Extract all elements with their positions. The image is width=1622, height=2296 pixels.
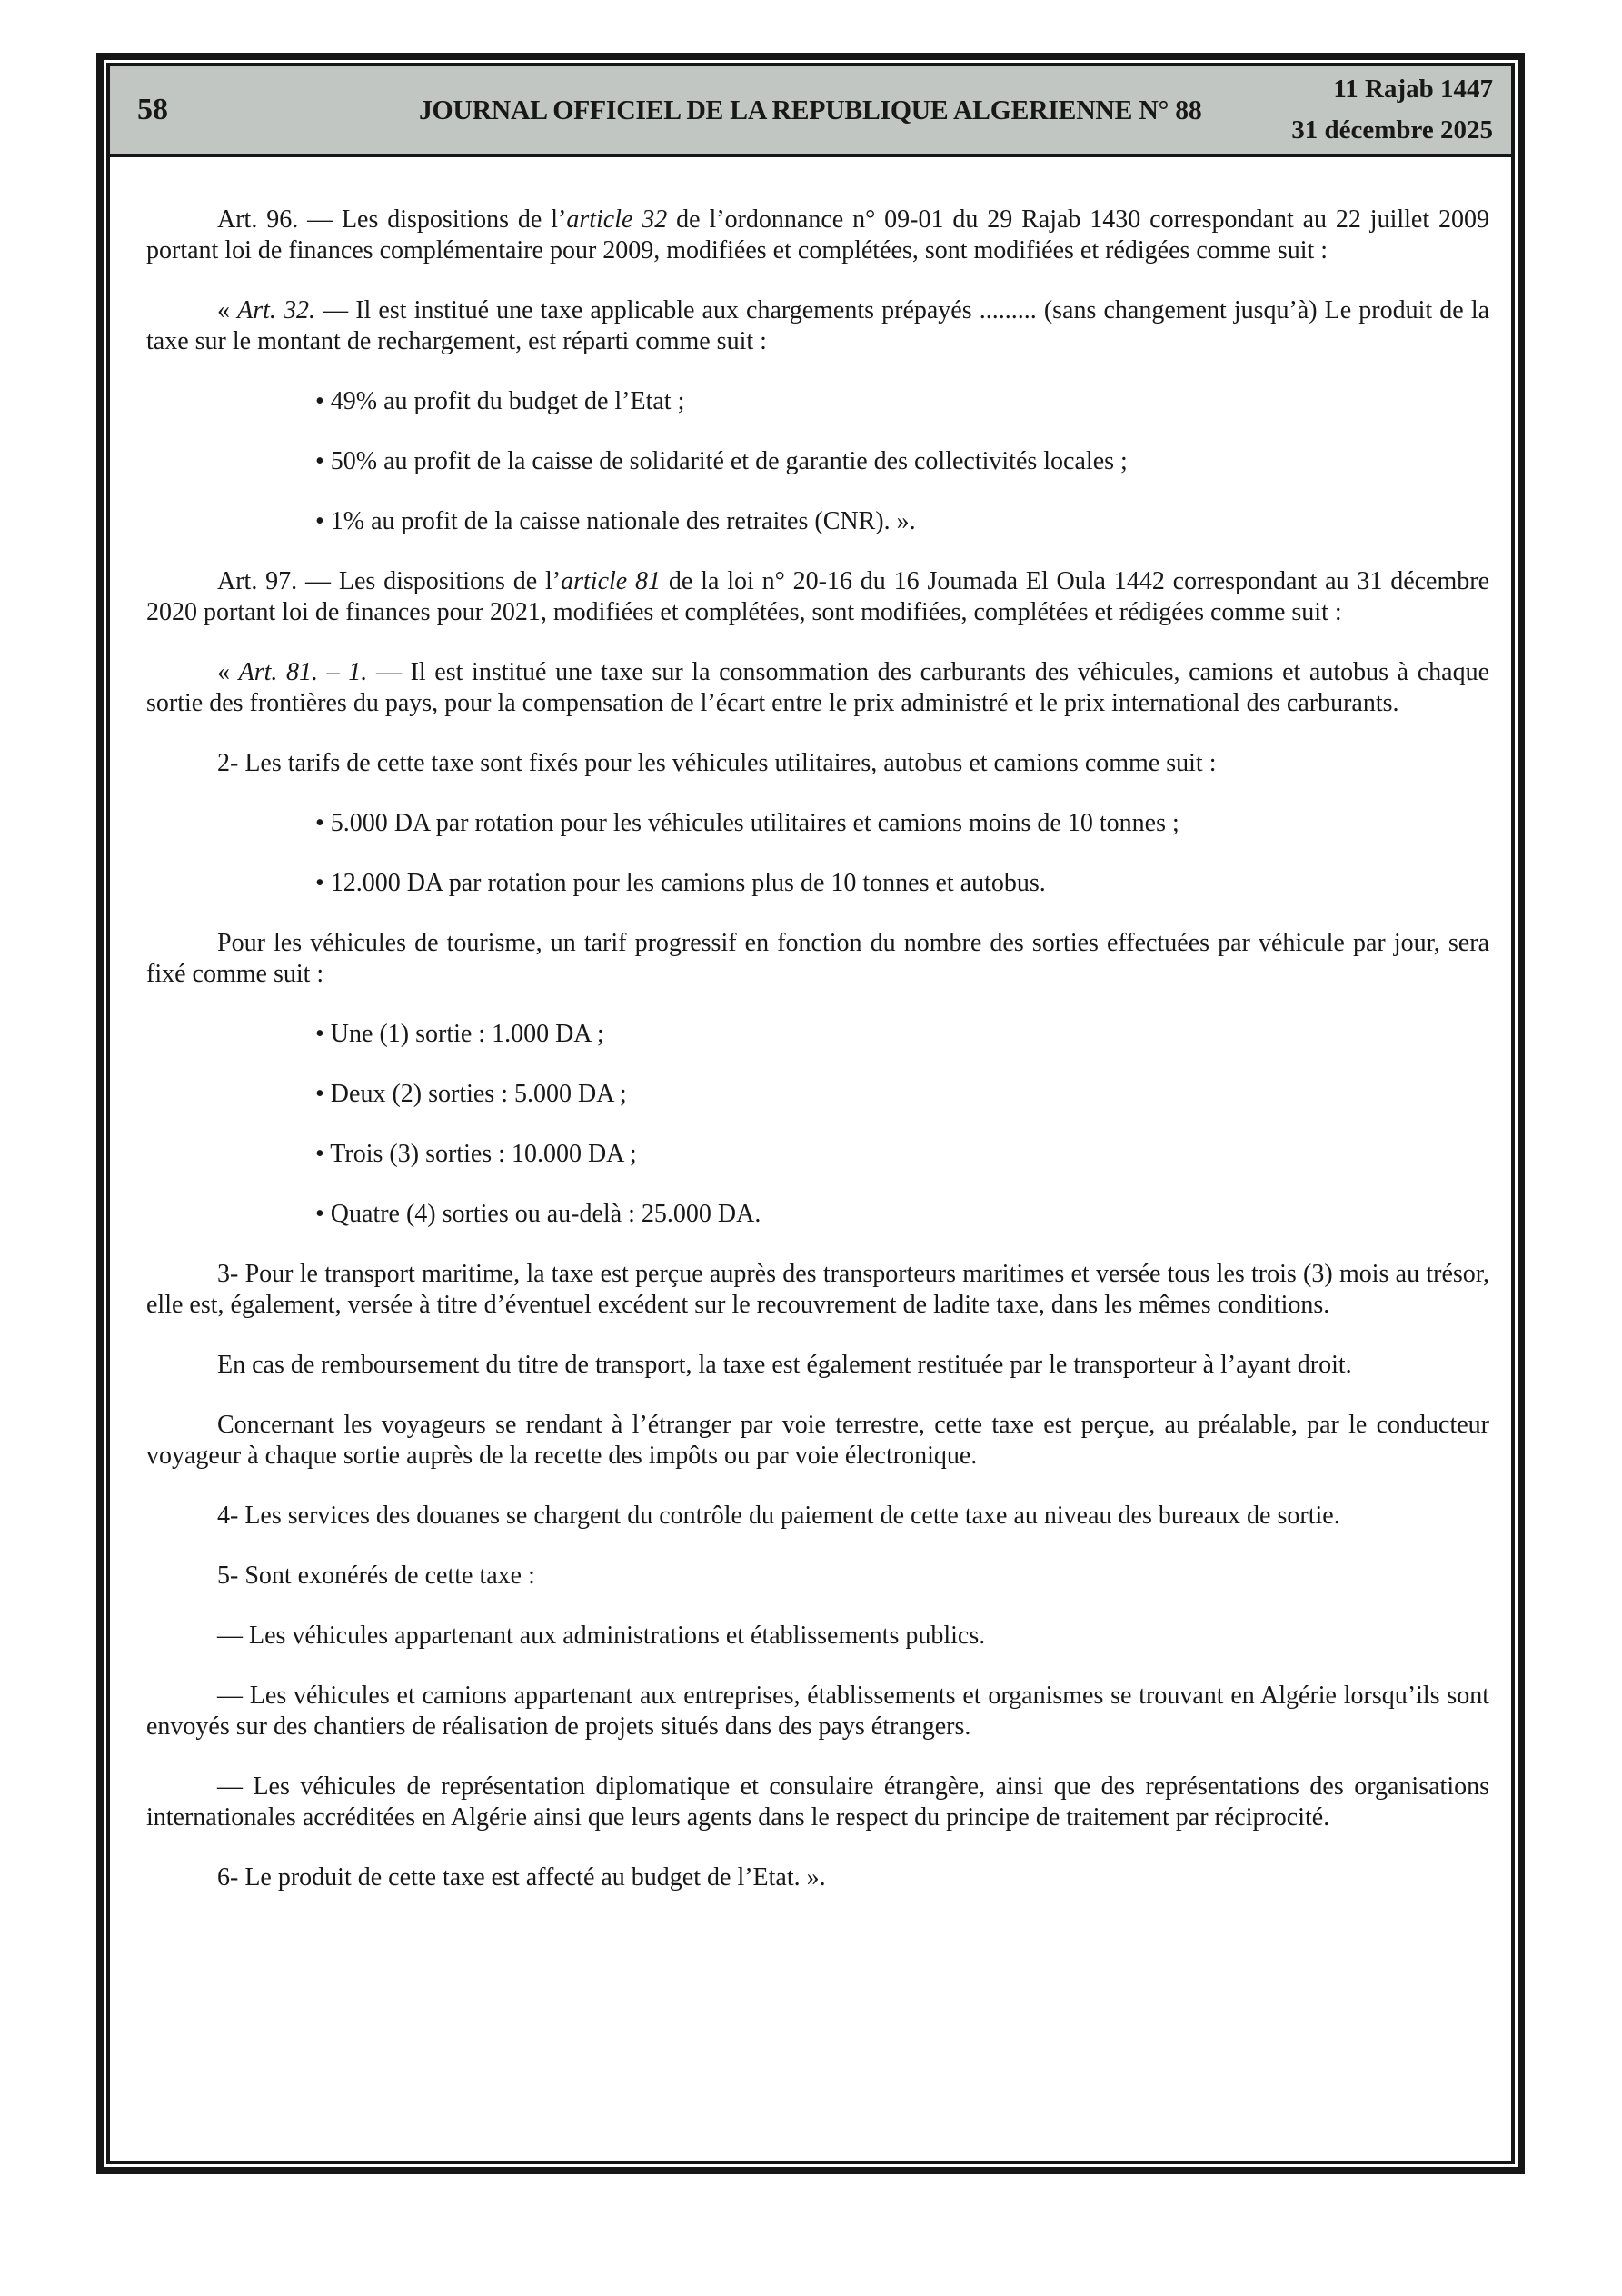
paragraph xyxy=(146,1681,1489,1742)
text-segment: 5- Sont exonérés de cette taxe : xyxy=(217,1562,535,1590)
text-segment: — Il est institué une taxe applicable aux chargements prépayés ......... (sans changement jusqu’à) Le produit de la taxe sur le montant de rechargement, est réparti comme suit : xyxy=(146,296,1490,355)
journal-header xyxy=(110,66,1511,157)
text-segment: Art. 97. — Les dispositions de l’ xyxy=(217,567,562,595)
bullet-item xyxy=(315,1079,1489,1110)
text-segment: 3- Pour le transport maritime, la taxe est perçue auprès des transporteurs maritimes et versée tous les trois (3) mois au trésor, elle est, également, versée à titre d’éventuel excédent sur le recouvrement de ladite taxe, dans les mêmes conditions. xyxy=(146,1260,1489,1319)
text-segment: 2- Les tarifs de cette taxe sont fixés pour les véhicules utilitaires, autobus et camions comme suit : xyxy=(217,749,1217,777)
journal-title: JOURNAL OFFICIEL DE LA REPUBLIQUE ALGERIENNE N° 88 xyxy=(419,94,1202,125)
bullet-item xyxy=(315,1139,1489,1170)
page-frame-inner xyxy=(106,63,1515,2164)
text-segment: — Les véhicules appartenant aux administrations et établissements publics. xyxy=(217,1622,986,1650)
text-segment: • 1% au profit de la caisse nationale des retraites (CNR). ». xyxy=(315,507,916,535)
text-segment: • 49% au profit du budget de l’Etat ; xyxy=(315,387,685,415)
bullet-item xyxy=(315,446,1489,477)
text-segment: — Les véhicules et camions appartenant aux entreprises, établissements et organismes se trouvant en Algérie lorsqu’ils sont envoyés sur des chantiers de réalisation de projets situés dans des pays étrangers. xyxy=(146,1682,1489,1741)
paragraph xyxy=(146,748,1489,779)
text-segment: de la loi n° 20-16 du 16 Joumada El Oula 1442 correspondant au 31 décembre 2020 portant loi de finances pour 2021, modifiées et complétées, sont modifiées, complétées et rédigées comme suit : xyxy=(146,567,1490,626)
paragraph xyxy=(146,1350,1489,1381)
text-segment: Pour les véhicules de tourisme, un tarif progressif en fonction du nombre des sorties effectuées par véhicule par jour, sera fixé comme suit : xyxy=(146,929,1489,988)
paragraph xyxy=(146,1621,1489,1652)
date-gregorian: 31 décembre 2025 xyxy=(1291,115,1493,145)
italic-text-segment: Art. 32. xyxy=(237,296,315,324)
paragraph xyxy=(146,1772,1489,1833)
paragraph xyxy=(146,295,1489,357)
italic-text-segment: article 32 xyxy=(566,205,668,234)
page-number: 58 xyxy=(137,93,168,126)
text-segment: • Une (1) sortie : 1.000 DA ; xyxy=(315,1020,604,1048)
text-segment: En cas de remboursement du titre de transport, la taxe est également restituée par le transporteur à l’ayant droit. xyxy=(217,1351,1352,1379)
text-segment: • 5.000 DA par rotation pour les véhicules utilitaires et camions moins de 10 tonnes ; xyxy=(315,809,1179,837)
date-hijri: 11 Rajab 1447 xyxy=(1333,75,1493,104)
text-segment: « xyxy=(217,658,239,686)
bullet-item xyxy=(315,1199,1489,1230)
paragraph xyxy=(146,205,1489,266)
bullet-item xyxy=(315,808,1489,839)
italic-text-segment: Art. 81. – 1. xyxy=(238,658,368,686)
text-segment: — Les véhicules de représentation diplomatique et consulaire étrangère, ainsi que des représentations des organisations internationales accréditées en Algérie ainsi que leurs agents dans le respect du principe de traitement par réciprocité. xyxy=(146,1772,1489,1832)
paragraph xyxy=(146,657,1489,719)
issue-dates xyxy=(1291,69,1493,151)
document-body xyxy=(110,157,1511,2161)
page-frame xyxy=(96,53,1525,2174)
bullet-item xyxy=(315,868,1489,899)
paragraph xyxy=(146,566,1489,628)
paragraph xyxy=(146,1410,1489,1472)
text-segment: 6- Le produit de cette taxe est affecté au budget de l’Etat. ». xyxy=(217,1863,826,1892)
text-segment: Art. 96. — Les dispositions de l’ xyxy=(217,205,567,234)
paragraph xyxy=(146,1561,1489,1592)
text-segment: • Deux (2) sorties : 5.000 DA ; xyxy=(315,1080,627,1108)
bullet-item xyxy=(315,1019,1489,1050)
text-segment: « xyxy=(217,296,238,324)
text-segment: • Quatre (4) sorties ou au-delà : 25.000 DA. xyxy=(315,1200,761,1228)
text-segment: • 12.000 DA par rotation pour les camions plus de 10 tonnes et autobus. xyxy=(315,869,1046,897)
bullet-item xyxy=(315,386,1489,417)
text-segment: 4- Les services des douanes se chargent du contrôle du paiement de cette taxe au niveau des bureaux de sortie. xyxy=(217,1502,1340,1530)
text-segment: de l’ordonnance n° 09-01 du 29 Rajab 1430 correspondant au 22 juillet 2009 portant loi de finances complémentaire pour 2009, modifiées et complétées, sont modifiées et rédigées comme suit : xyxy=(146,205,1489,265)
text-segment: — Il est institué une taxe sur la consommation des carburants des véhicules, camions et autobus à chaque sortie des frontières du pays, pour la compensation de l’écart entre le prix administré et le prix international des carburants. xyxy=(146,658,1489,717)
text-segment: • Trois (3) sorties : 10.000 DA ; xyxy=(315,1140,637,1168)
bullet-item xyxy=(315,506,1489,537)
paragraph xyxy=(146,1259,1489,1321)
paragraph xyxy=(146,1862,1489,1893)
italic-text-segment: article 81 xyxy=(561,567,662,595)
paragraph xyxy=(146,1501,1489,1532)
text-segment: Concernant les voyageurs se rendant à l’étranger par voie terrestre, cette taxe est perçue, au préalable, par le conducteur voyageur à chaque sortie auprès de la recette des impôts ou par voie électronique. xyxy=(146,1411,1489,1470)
paragraph xyxy=(146,928,1489,990)
text-segment: • 50% au profit de la caisse de solidarité et de garantie des collectivités locales ; xyxy=(315,447,1128,475)
